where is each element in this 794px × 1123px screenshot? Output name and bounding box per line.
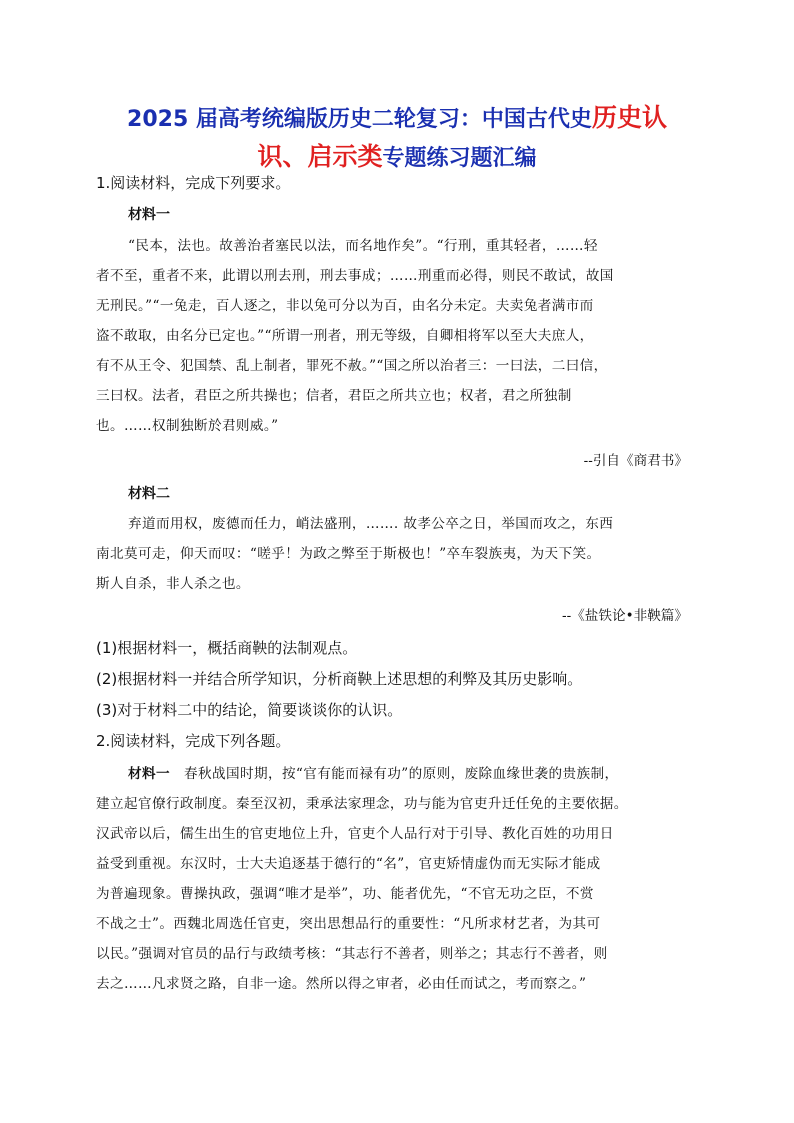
q1-m1-line: 三曰权。法者，君臣之所共操也；信者，君臣之所共立也；权者，君之所独制 (96, 388, 572, 404)
title-part1-red: 历史认 (591, 103, 667, 132)
title-part1: 2025 届高考统编版历史二轮复习：中国古代史 (127, 107, 592, 132)
q2-m1-first-line (128, 764, 619, 784)
title-part2: 专题练习题汇编 (382, 146, 537, 171)
q2-m1-line: 建立起官僚行政制度。秦至汉初，秉承法家理念，功与能为官吏升迁任免的主要依据。 (96, 796, 628, 812)
q2-prompt: 2.阅读材料，完成下列各题。 (96, 732, 291, 750)
q1-material1-title: 材料一 (128, 207, 170, 223)
q1-m2-line: 弃道而用权，废德而任力，峭法盛刑，……. 故孝公卒之日，举国而攻之，东西 (128, 516, 614, 532)
q1-question: (3)对于材料二中的结论，简要谈谈你的认识。 (96, 701, 403, 719)
q2-m1-line: 益受到重视。东汉时，士大夫追逐基于德行的“名”，官吏矫情虚伪而无实际才能成 (96, 856, 601, 872)
q2-m1-line: 为普遍现象。曹操执政，强调“唯才是举”，功、能者优先，“不官无功之臣，不赏 (96, 886, 594, 902)
q1-m1-line: “民本，法也。故善治者塞民以法，而名地作矣”。“行刑，重其轻者，……轻 (128, 238, 598, 254)
document-title (0, 100, 794, 178)
q1-question: (1)根据材料一，概括商鞅的法制观点。 (96, 639, 358, 657)
q2-m1-line: 以民。”强调对官员的品行与政绩考核：“其志行不善者，则举之；其志行不善者，则 (96, 946, 608, 962)
q1-question: (2)根据材料一并结合所学知识，分析商鞅上述思想的利弊及其历史影响。 (96, 670, 583, 688)
q1-prompt: 1.阅读材料，完成下列要求。 (96, 174, 291, 192)
q1-material2-title: 材料二 (128, 486, 170, 502)
q1-m1-line: 盗不敢取，由名分已定也。”“所谓一刑者，刑无等级，自卿相将军以至大夫庶人， (96, 328, 594, 344)
q2-m1-line: 汉武帝以后，儒生出生的官吏地位上升，官吏个人品行对于引导、教化百姓的功用日 (96, 826, 614, 842)
q1-m1-line: 无刑民。”“一兔走，百人逐之，非以兔可分以为百，由名分未定。夫卖兔者满市而 (96, 298, 594, 314)
q1-m2-line: 南北莫可走，仰天而叹：“嗟乎！为政之弊至于斯极也！”卒车裂族夷，为天下笑。 (96, 546, 601, 562)
q1-m1-line: 也。……权制独断於君则威。” (96, 418, 279, 434)
q2-material1-title: 材料一 (128, 766, 170, 782)
q2-m1-line: 去之……凡求贤之路，自非一途。然所以得之审者，必由任而试之，考而察之。” (96, 976, 587, 992)
title-part2-red: 识、启示类 (257, 142, 383, 171)
q2-m1-first-text: 春秋战国时期，按“官有能而禄有功”的原则，废除血缘世袭的贵族制， (183, 766, 619, 782)
q1-m2-source: --《盐铁论•非鞅篇》 (562, 608, 688, 624)
q1-m1-source: --引自《商君书》 (583, 453, 688, 469)
q2-m1-line: 不战之士”。西魏北周选任官吏，突出思想品行的重要性：“凡所求材艺者，为其可 (96, 916, 601, 932)
q1-m1-line: 有不从王令、犯国禁、乱上制者，罪死不赦。”“国之所以治者三：一曰法，二曰信， (96, 358, 608, 374)
q1-m2-line: 斯人自杀，非人杀之也。 (96, 576, 250, 592)
q1-m1-line: 者不至，重者不来，此谓以刑去刑，刑去事成；……刑重而必得，则民不敢试，故国 (96, 268, 614, 284)
